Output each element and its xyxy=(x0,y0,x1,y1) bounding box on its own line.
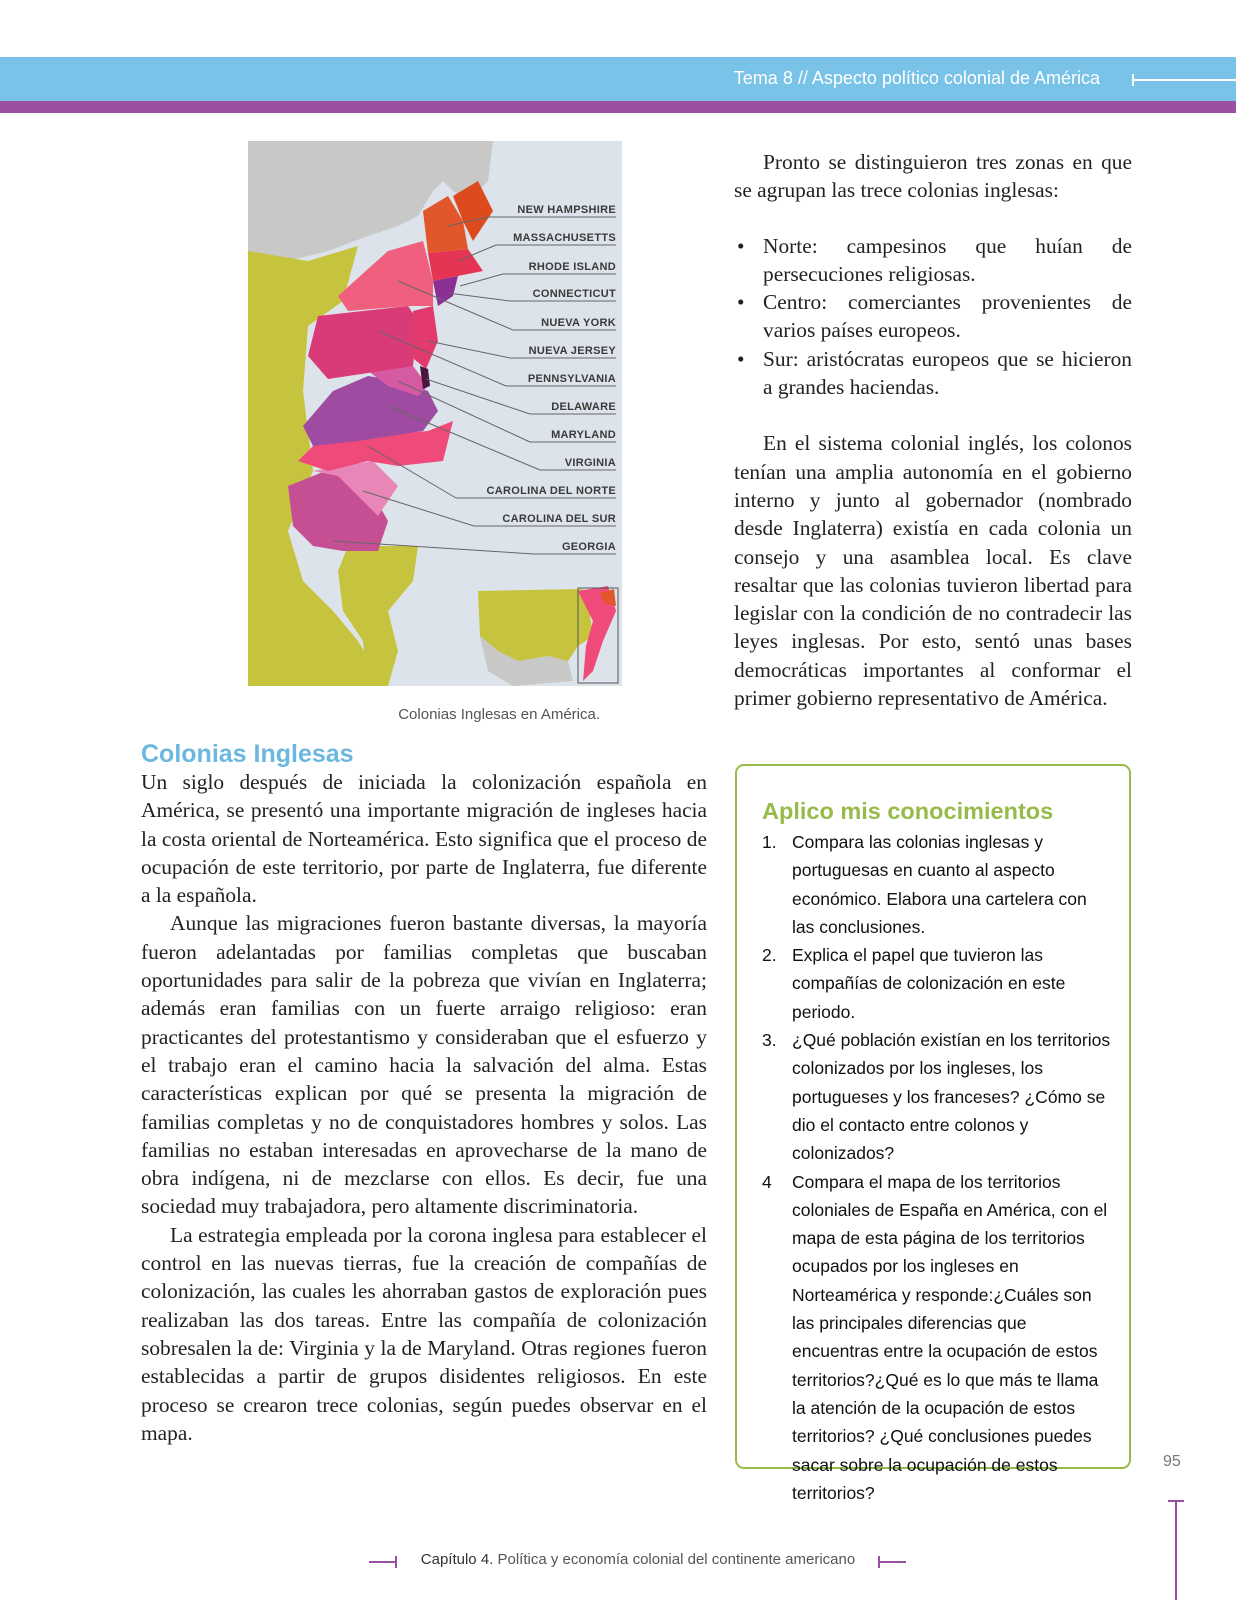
section-title: Colonias Inglesas xyxy=(141,740,354,768)
list-item: • Norte: campesinos que huían de persecuciones religiosas. xyxy=(737,233,1132,286)
paragraph: Un siglo después de iniciada la colonización española en América, se presentó una importante migración de ingleses hacia la costa oriental de Norteamérica. Esto significa que el proceso de ocupación de este territorio, por parte de Inglaterra, fue diferente a la española. xyxy=(141,770,707,908)
map-label-maryland: MARYLAND xyxy=(551,429,616,441)
paragraph: La estrategia empleada por la corona inglesa para establecer el control en las nuevas tierras, fue la creación de compañías de colonización, las cuales les ahorraban gastos de exploración pues realizaban las dos tareas. Entre las compañía de colonización sobresalen la de: Virginia y la de Maryland. Otras regiones fueron establecidas a partir de grupos disidentes religiosos. En este proceso se crearon trece colonias, según puedes observar en el mapa. xyxy=(141,1222,707,1445)
paragraph: En el sistema colonial inglés, los colonos tenían una amplia autonomía en el gobierno interno y junto al gobernador (nombrado desde Inglaterra) existía en cada colonia un consejo y una asamblea local. Es clave resaltar que las colonias tuvieron libertad para legislar con la condición de no contradecir las leyes inglesas. Por esto, sentó unas bases democráticas importantes al conformar el primer gobierno representativo de América. xyxy=(734,431,1132,711)
map-label-nueva-jersey: NUEVA JERSEY xyxy=(528,345,616,357)
margin-rule xyxy=(1175,1500,1177,1600)
map-label-carolina-del-norte: CAROLINA DEL NORTE xyxy=(486,485,616,497)
list-item: • Sur: aristócratas europeos que se hicieron a grandes haciendas. xyxy=(737,346,1132,400)
list-item: • Centro: comerciantes provenientes de varios países europeos. xyxy=(737,290,1132,343)
left-column-text xyxy=(141,768,707,1447)
inset-map xyxy=(472,581,622,686)
bullet-icon: • xyxy=(737,290,745,315)
header-accent-stripe xyxy=(0,101,1236,113)
header-rule xyxy=(1132,79,1236,81)
map-label-delaware: DELAWARE xyxy=(551,401,616,413)
footer-tick-right xyxy=(878,1556,880,1568)
activity-item: 1. Compara las colonias inglesas y portuguesas en cuanto al aspecto económico. Elabora una cartelera con las conclusiones. xyxy=(762,832,1087,937)
activity-item: 4 Compara el mapa de los territorios coloniales de España en América, con el mapa de esta página de los territorios ocupados por los ingleses en Norteamérica y responde:¿Cuáles son las principales diferencias que encuentras entre la ocupación de estos territorios?¿Qué es lo que más te llama la atención de la ocupación de estos territorios? ¿Qué conclusiones puedes sacar sobre la ocupación de estos territorios? xyxy=(762,1171,1108,1503)
right-column-text xyxy=(734,148,1132,712)
map-label-massachusetts: MASSACHUSETTS xyxy=(513,232,616,244)
paragraph: Aunque las migraciones fueron bastante diversas, la mayoría fueron adelantadas por familias completas que buscaban oportunidades para salir de la pobreza que vivían en Inglaterra; además eran familias con un fuerte arraigo religioso: eran practicantes del protestantismo y consideraban que el esfuerzo y el trabajo eran el camino hacia la salvación del alma. Estas características explican por qué se presenta la migración de familias completas y no de conquistadores hombres y solos. Las familias no estaban interesadas en aprovecharse de la mano de obra indígena, ni de mezclarse con ellos. Es decir, fue una sociedad muy trabajadora, pero altamente discriminatoria. xyxy=(141,911,707,1219)
map-label-new-hampshire: NEW HAMPSHIRE xyxy=(517,204,616,216)
map-label-pennsylvania: PENNSYLVANIA xyxy=(527,373,616,385)
intro-paragraph: Pronto se distinguieron tres zonas en que se agrupan las trece colonias inglesas: xyxy=(734,150,1132,203)
activity-list xyxy=(762,828,1112,1507)
zones-list xyxy=(734,232,1132,402)
map-label-rhode-island: RHODE ISLAND xyxy=(528,261,616,273)
map-label-georgia: GEORGIA xyxy=(561,541,616,553)
map-label-connecticut: CONNECTICUT xyxy=(532,288,616,300)
footer-rule-right xyxy=(878,1561,906,1563)
footer-title: Política y economía colonial del continente americano xyxy=(497,1551,856,1568)
footer xyxy=(370,1551,906,1568)
activity-item: 3. ¿Qué población existían en los territorios colonizados por los ingleses, los portugueses y los franceses? ¿Cómo se dio el contacto entre colonos y colonizados? xyxy=(762,1030,1111,1164)
bullet-icon: • xyxy=(737,346,745,371)
activity-title: Aplico mis conocimientos xyxy=(762,798,1054,824)
bullet-icon: • xyxy=(737,233,745,258)
map-caption: Colonias Inglesas en América. xyxy=(398,706,600,723)
map-label-virginia: VIRGINIA xyxy=(564,457,616,469)
map-label-nueva-york: NUEVA YORK xyxy=(541,317,616,329)
page-number: 95 xyxy=(1163,1453,1181,1470)
activity-item: 2. Explica el papel que tuvieron las compañías de colonización en este periodo. xyxy=(762,945,1066,1022)
footer-chapter: Capítulo 4. xyxy=(420,1551,494,1568)
header-title: Tema 8 // Aspecto político colonial de América xyxy=(733,68,1100,88)
colonies-map xyxy=(248,141,622,686)
map-label-carolina-del-sur: CAROLINA DEL SUR xyxy=(502,513,616,525)
